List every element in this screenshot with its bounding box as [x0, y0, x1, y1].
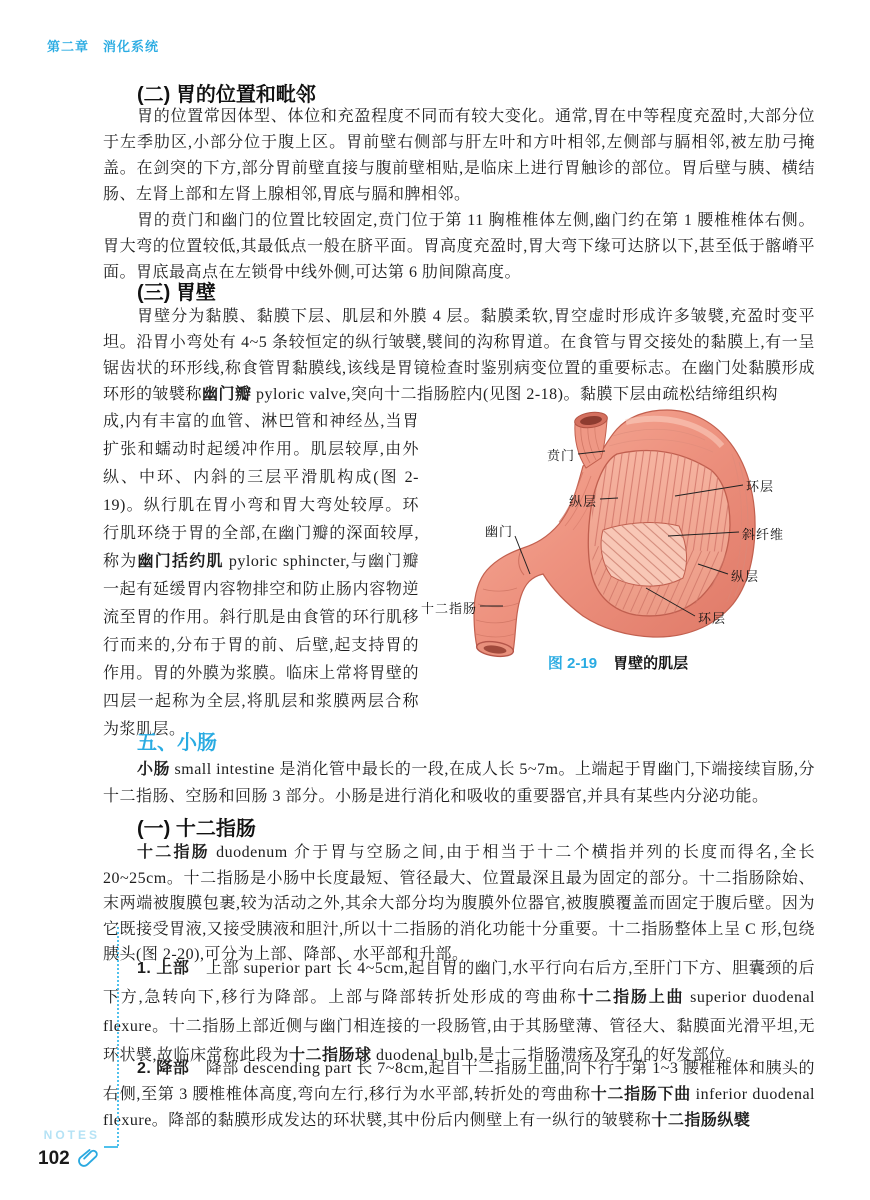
paragraph-descending-part: 2. 降部 降部 descending part 长 7~8cm,起自十二指肠上曲,向下行于第 1~3 腰椎椎体和胰头的右侧,至第 3 腰椎椎体高度,弯向左行,移行为水平部,转折处的弯曲称十二指肠下曲 inferior duodenal flexure。降部的黏膜形成发达的环状襞,其中份后内侧壁上有一纵行的皱襞称十二指肠纵襞 [103, 1060, 816, 1129]
figure-label-circular-bottom: 环层 [698, 611, 727, 626]
heading-stomach-position: (二) 胃的位置和毗邻 [137, 84, 316, 106]
heading-small-intestine: 五、小肠 [137, 732, 217, 754]
paragraph-small-intestine: 小肠 small intestine 是消化管中最长的一段,在成人长 5~7m。上端起于胃幽门,下端接续盲肠,分十二指肠、空肠和回肠 3 部分。小肠是进行消化和吸收的重要器官,并具有某些内分泌功能。 [103, 761, 815, 805]
figure-label-duodenum: 十二指肠 [420, 601, 477, 616]
figure-label-cardia: 贲门 [546, 448, 575, 463]
heading-duodenum: (一) 十二指肠 [137, 818, 256, 840]
figure-label-circular-top: 环层 [746, 479, 775, 494]
figure-title: 胃壁的肌层 [613, 655, 689, 672]
paragraph-cardia-pylorus: 胃的贲门和幽门的位置比较固定,贲门位于第 11 胸椎椎体左侧,幽门约在第 1 腰椎椎体右侧。胃大弯的位置较低,其最低点一般在脐平面。胃高度充盈时,胃大弯下缘可达脐以下,甚至低于髂嵴平面。胃底最高点在左锁骨中线外侧,可达第 6 肋间隙高度。 [103, 212, 815, 281]
page-number: 102 [38, 1148, 70, 1169]
chapter-title: 消化系统 [103, 39, 160, 54]
paragraph-duodenum: 十二指肠 duodenum 介于胃与空肠之间,由于相当于十二个横指并列的长度而得名,全长 20~25cm。十二指肠是小肠中长度最短、管径最大、位置最深且最为固定的部分。十二指肠除始、末两端被腹膜包裹,较为活动之外,其余大部分均为腹膜外位器官,被腹膜覆盖而固定于腹后壁。因为它既接受胃液,又接受胰液和胆汁,所以十二指肠的消化功能十分重要。十二指肠整体上呈 C 形,包绕胰头(图 2-20),可分为上部、降部、水平部和升部。 [103, 844, 815, 963]
notes-margin-line [117, 927, 119, 1146]
figure-label-longitudinal-left: 纵层 [568, 494, 597, 509]
paragraph-stomach-wall-continued: 成,内有丰富的血管、淋巴管和神经丛,当胃扩张和蠕动时起缓冲作用。肌层较厚,由外纵、中环、内斜的三层平滑肌构成(图 2-19)。纵行肌在胃小弯和胃大弯处较厚。环行肌环绕于胃的全部,在幽门瓣的深面较厚,称为幽门括约肌 pyloric sphincter,与幽门瓣一起有延缓胃内容物排空和防止肠内容物逆流至胃的作用。斜行肌是由食管的环行肌移行而来的,分布于胃的前、后壁,起支持胃的作用。胃的外膜为浆膜。临床上常将胃壁的四层一起称为全层,将肌层和浆膜两层合称为浆肌层。 [103, 413, 419, 738]
paperclip-icon [76, 1144, 102, 1175]
chapter-header [47, 36, 159, 55]
paragraph-stomach-position: 胃的位置常因体型、体位和充盈程度不同而有较大变化。通常,胃在中等程度充盈时,大部分位于左季肋区,小部分位于腹上区。胃前壁右侧部与肝左叶和方叶相邻,左侧部与膈相邻,被左肋弓掩盖。在剑突的下方,部分胃前壁直接与腹前壁相贴,是临床上进行胃触诊的部位。胃后壁与胰、横结肠、左肾上部和左肾上腺相邻,胃底与膈和脾相邻。 [103, 108, 815, 203]
paragraph-superior-part: 1. 上部 上部 superior part 长 4~5cm,起自胃的幽门,水平行向右后方,至肝门下方、胆囊颈的后下方,急转向下,移行为降部。上部与降部转折处形成的弯曲称十二指肠上曲 superior duodenal flexure。十二指肠上部近侧与幽门相连接的一段肠管,由于其肠壁薄、管径大、黏膜面光滑平坦,无环状襞,故临床常称此段为十二指肠球 duodenal bulb,是十二指肠溃疡及穿孔的好发部位。 [103, 960, 815, 1064]
chapter-number: 第二章 [47, 39, 90, 54]
figure-number: 图 2-19 [547, 655, 598, 672]
figure-label-pylorus: 幽门 [484, 524, 513, 539]
heading-stomach-wall: (三) 胃壁 [137, 282, 216, 304]
figure-label-oblique: 斜纤维 [742, 527, 785, 542]
notes-label: NOTES [43, 1128, 100, 1142]
figure-label-longitudinal-right: 纵层 [731, 569, 760, 584]
figure-stomach-muscle-layers [421, 404, 815, 696]
notes-connector-line [104, 1146, 118, 1148]
paragraph-stomach-wall: 胃壁分为黏膜、黏膜下层、肌层和外膜 4 层。黏膜柔软,胃空虚时形成许多皱襞,充盈时变平坦。沿胃小弯处有 4~5 条较恒定的纵行皱襞,襞间的沟称胃道。在食管与胃交接处的黏膜上,有一呈锯齿状的环形线,称食管胃黏膜线,该线是胃镜检查时鉴别病变位置的重要标志。在幽门处黏膜形成环形的皱襞称幽门瓣 pyloric valve,突向十二指肠腔内(见图 2-18)。黏膜下层由疏松结缔组织构 [103, 308, 815, 403]
figure-caption [421, 652, 815, 673]
